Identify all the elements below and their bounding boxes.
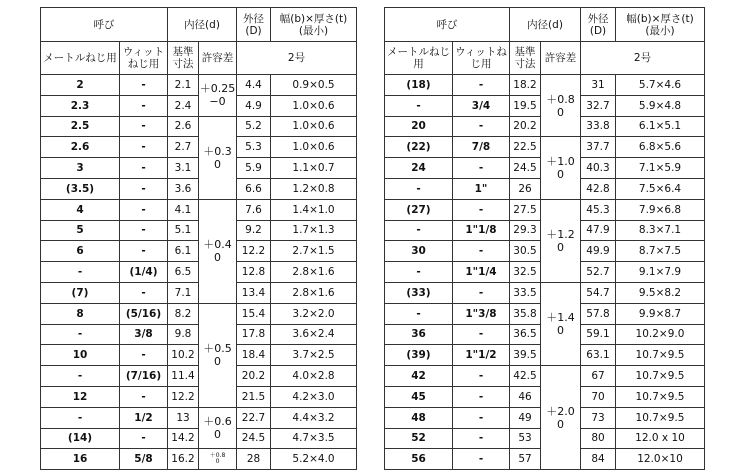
header-width-thickness-label: 幅(b)×厚さ(t) bbox=[279, 12, 348, 25]
metric-size-cell: 30 bbox=[385, 241, 453, 262]
width-thickness-cell: 3.6×2.4 bbox=[271, 324, 357, 345]
inner-diameter-cell: 2.1 bbox=[168, 75, 199, 96]
whitworth-size-cell: - bbox=[453, 324, 510, 345]
tolerance-lower: 0 bbox=[557, 324, 564, 338]
outer-diameter-cell: 67 bbox=[581, 366, 616, 387]
outer-diameter-cell: 12.2 bbox=[237, 241, 271, 262]
metric-size-cell: (27) bbox=[385, 199, 453, 220]
inner-diameter-cell: 49 bbox=[510, 407, 541, 428]
header-tolerance: 許容差 bbox=[541, 42, 581, 75]
table-row bbox=[41, 303, 357, 324]
width-thickness-cell: 4.0×2.8 bbox=[271, 366, 357, 387]
inner-diameter-cell: 4.1 bbox=[168, 199, 199, 220]
outer-diameter-cell: 24.5 bbox=[237, 428, 271, 449]
whitworth-size-cell: - bbox=[120, 345, 168, 366]
whitworth-size-cell: 1"1/2 bbox=[453, 345, 510, 366]
outer-diameter-cell: 6.6 bbox=[237, 178, 271, 199]
inner-diameter-cell: 2.7 bbox=[168, 137, 199, 158]
inner-diameter-cell: 16.2 bbox=[168, 449, 199, 470]
tolerance-cell bbox=[541, 282, 581, 365]
inner-diameter-cell: 27.5 bbox=[510, 199, 541, 220]
metric-size-cell: 2.3 bbox=[41, 95, 120, 116]
whitworth-size-cell: - bbox=[453, 282, 510, 303]
tolerance-upper: ＋1.2 bbox=[546, 227, 575, 241]
tolerance-upper: ＋0.8 bbox=[209, 452, 226, 460]
inner-diameter-cell: 3.6 bbox=[168, 178, 199, 199]
outer-diameter-cell: 5.9 bbox=[237, 158, 271, 179]
tolerance-cell bbox=[199, 303, 237, 407]
header-width-thickness-label: 幅(b)×厚さ(t) bbox=[626, 12, 694, 25]
whitworth-size-cell: - bbox=[120, 428, 168, 449]
metric-size-cell: (7) bbox=[41, 282, 120, 303]
whitworth-size-cell: - bbox=[120, 158, 168, 179]
outer-diameter-cell: 59.1 bbox=[581, 324, 616, 345]
tolerance-cell bbox=[199, 199, 237, 303]
metric-size-cell: - bbox=[41, 324, 120, 345]
tolerance-cell bbox=[199, 407, 237, 449]
width-thickness-cell: 0.9×0.5 bbox=[271, 75, 357, 96]
width-thickness-cell: 1.7×1.3 bbox=[271, 220, 357, 241]
outer-diameter-cell: 4.4 bbox=[237, 75, 271, 96]
width-thickness-cell: 3.7×2.5 bbox=[271, 345, 357, 366]
inner-diameter-cell: 20.2 bbox=[510, 116, 541, 137]
width-thickness-cell: 7.5×6.4 bbox=[616, 178, 705, 199]
header-nominal-size: 基準寸法 bbox=[168, 42, 199, 75]
outer-diameter-cell: 9.2 bbox=[237, 220, 271, 241]
whitworth-size-cell: - bbox=[453, 158, 510, 179]
whitworth-size-cell: - bbox=[453, 199, 510, 220]
metric-size-cell: 24 bbox=[385, 158, 453, 179]
tolerance-cell bbox=[199, 75, 237, 117]
tolerance-cell bbox=[199, 116, 237, 199]
outer-diameter-cell: 33.8 bbox=[581, 116, 616, 137]
metric-size-cell: 42 bbox=[385, 366, 453, 387]
outer-diameter-cell: 47.9 bbox=[581, 220, 616, 241]
outer-diameter-cell: 7.6 bbox=[237, 199, 271, 220]
metric-size-cell: 12 bbox=[41, 386, 120, 407]
outer-diameter-cell: 80 bbox=[581, 428, 616, 449]
outer-diameter-cell: 63.1 bbox=[581, 345, 616, 366]
tolerance-lower: 0 bbox=[215, 458, 220, 466]
whitworth-size-cell: - bbox=[120, 282, 168, 303]
outer-diameter-cell: 21.5 bbox=[237, 386, 271, 407]
right-washer-table bbox=[384, 7, 705, 470]
outer-diameter-cell: 37.7 bbox=[581, 137, 616, 158]
table-row bbox=[41, 449, 357, 470]
width-thickness-cell: 1.4×1.0 bbox=[271, 199, 357, 220]
metric-size-cell: (14) bbox=[41, 428, 120, 449]
header-metric-thread: メートルねじ用 bbox=[41, 42, 120, 75]
width-thickness-cell: 6.8×5.6 bbox=[616, 137, 705, 158]
header-nominal-size: 基準寸法 bbox=[510, 42, 541, 75]
metric-size-cell: - bbox=[385, 95, 453, 116]
outer-diameter-cell: 52.7 bbox=[581, 262, 616, 283]
width-thickness-cell: 1.0×0.6 bbox=[271, 137, 357, 158]
tolerance-lower: −0 bbox=[209, 95, 226, 109]
width-thickness-cell: 10.7×9.5 bbox=[616, 366, 705, 387]
whitworth-size-cell: 1" bbox=[453, 178, 510, 199]
inner-diameter-cell: 6.1 bbox=[168, 241, 199, 262]
width-thickness-cell: 4.4×3.2 bbox=[271, 407, 357, 428]
table-row bbox=[385, 199, 705, 220]
tolerance-cell bbox=[541, 75, 581, 137]
header-width-thickness bbox=[616, 8, 705, 42]
tolerance-upper: ＋0.4 bbox=[203, 238, 232, 252]
header-size-no2: 2号 bbox=[581, 42, 705, 75]
width-thickness-cell: 9.1×7.9 bbox=[616, 262, 705, 283]
inner-diameter-cell: 42.5 bbox=[510, 366, 541, 387]
inner-diameter-cell: 14.2 bbox=[168, 428, 199, 449]
metric-size-cell: 6 bbox=[41, 241, 120, 262]
outer-diameter-cell: 4.9 bbox=[237, 95, 271, 116]
width-thickness-cell: 1.0×0.6 bbox=[271, 95, 357, 116]
inner-diameter-cell: 11.4 bbox=[168, 366, 199, 387]
whitworth-size-cell: 1"3/8 bbox=[453, 303, 510, 324]
whitworth-size-cell: - bbox=[453, 75, 510, 96]
inner-diameter-cell: 26 bbox=[510, 178, 541, 199]
outer-diameter-cell: 49.9 bbox=[581, 241, 616, 262]
metric-size-cell: 3 bbox=[41, 158, 120, 179]
width-thickness-cell: 1.1×0.7 bbox=[271, 158, 357, 179]
outer-diameter-cell: 31 bbox=[581, 75, 616, 96]
outer-diameter-cell: 45.3 bbox=[581, 199, 616, 220]
whitworth-size-cell: 5/8 bbox=[120, 449, 168, 470]
outer-diameter-cell: 13.4 bbox=[237, 282, 271, 303]
metric-size-cell: 45 bbox=[385, 386, 453, 407]
inner-diameter-cell: 32.5 bbox=[510, 262, 541, 283]
outer-diameter-cell: 57.8 bbox=[581, 303, 616, 324]
width-thickness-cell: 9.9×8.7 bbox=[616, 303, 705, 324]
tolerance-upper: ＋2.0 bbox=[546, 404, 575, 418]
outer-diameter-cell: 12.8 bbox=[237, 262, 271, 283]
inner-diameter-cell: 18.2 bbox=[510, 75, 541, 96]
inner-diameter-cell: 3.1 bbox=[168, 158, 199, 179]
tolerance-lower: 0 bbox=[214, 157, 221, 171]
header-width-thickness bbox=[271, 8, 357, 42]
outer-diameter-cell: 73 bbox=[581, 407, 616, 428]
inner-diameter-cell: 29.3 bbox=[510, 220, 541, 241]
inner-diameter-cell: 13 bbox=[168, 407, 199, 428]
whitworth-size-cell: - bbox=[453, 407, 510, 428]
tolerance-lower: 0 bbox=[557, 240, 564, 254]
metric-size-cell: 2.6 bbox=[41, 137, 120, 158]
width-thickness-cell: 2.8×1.6 bbox=[271, 282, 357, 303]
metric-size-cell: 2 bbox=[41, 75, 120, 96]
metric-size-cell: 10 bbox=[41, 345, 120, 366]
tolerance-lower: 0 bbox=[214, 428, 221, 442]
inner-diameter-cell: 10.2 bbox=[168, 345, 199, 366]
inner-diameter-cell: 5.1 bbox=[168, 220, 199, 241]
metric-size-cell: 36 bbox=[385, 324, 453, 345]
outer-diameter-cell: 5.2 bbox=[237, 116, 271, 137]
table-row bbox=[41, 199, 357, 220]
width-thickness-cell: 5.9×4.8 bbox=[616, 95, 705, 116]
width-thickness-cell: 10.7×9.5 bbox=[616, 386, 705, 407]
metric-size-cell: (33) bbox=[385, 282, 453, 303]
tolerance-cell bbox=[541, 137, 581, 199]
whitworth-size-cell: - bbox=[120, 116, 168, 137]
metric-size-cell: (22) bbox=[385, 137, 453, 158]
metric-size-cell: - bbox=[385, 262, 453, 283]
inner-diameter-cell: 30.5 bbox=[510, 241, 541, 262]
metric-size-cell: 56 bbox=[385, 449, 453, 470]
whitworth-size-cell: - bbox=[120, 220, 168, 241]
outer-diameter-cell: 84 bbox=[581, 449, 616, 470]
header-tolerance: 許容差 bbox=[199, 42, 237, 75]
inner-diameter-cell: 36.5 bbox=[510, 324, 541, 345]
metric-size-cell: 16 bbox=[41, 449, 120, 470]
width-thickness-cell: 5.7×4.6 bbox=[616, 75, 705, 96]
outer-diameter-cell: 15.4 bbox=[237, 303, 271, 324]
tolerance-cell bbox=[541, 199, 581, 282]
metric-size-cell: 48 bbox=[385, 407, 453, 428]
width-thickness-cell: 8.7×7.5 bbox=[616, 241, 705, 262]
metric-size-cell: - bbox=[41, 262, 120, 283]
width-thickness-cell: 3.2×2.0 bbox=[271, 303, 357, 324]
whitworth-size-cell: (1/4) bbox=[120, 262, 168, 283]
width-thickness-cell: 12.0×10 bbox=[616, 449, 705, 470]
tolerance-lower: 0 bbox=[557, 417, 564, 431]
left-table bbox=[40, 7, 357, 470]
metric-size-cell: 20 bbox=[385, 116, 453, 137]
width-thickness-cell: 10.7×9.5 bbox=[616, 345, 705, 366]
width-thickness-cell: 12.0 x 10 bbox=[616, 428, 705, 449]
whitworth-size-cell: - bbox=[120, 241, 168, 262]
inner-diameter-cell: 9.8 bbox=[168, 324, 199, 345]
width-thickness-cell: 4.7×3.5 bbox=[271, 428, 357, 449]
table-row bbox=[385, 366, 705, 387]
inner-diameter-cell: 2.4 bbox=[168, 95, 199, 116]
outer-diameter-cell: 5.3 bbox=[237, 137, 271, 158]
whitworth-size-cell: - bbox=[453, 386, 510, 407]
table-row bbox=[41, 75, 357, 96]
outer-diameter-cell: 70 bbox=[581, 386, 616, 407]
inner-diameter-cell: 57 bbox=[510, 449, 541, 470]
inner-diameter-cell: 22.5 bbox=[510, 137, 541, 158]
whitworth-size-cell: - bbox=[453, 116, 510, 137]
metric-size-cell: 52 bbox=[385, 428, 453, 449]
outer-diameter-cell: 42.8 bbox=[581, 178, 616, 199]
header-yobi: 呼び bbox=[385, 8, 510, 42]
whitworth-size-cell: 7/8 bbox=[453, 137, 510, 158]
outer-diameter-cell: 28 bbox=[237, 449, 271, 470]
tolerance-lower: 0 bbox=[557, 105, 564, 119]
header-inner-diameter: 内径(d) bbox=[510, 8, 581, 42]
inner-diameter-cell: 2.6 bbox=[168, 116, 199, 137]
tolerance-lower: 0 bbox=[214, 251, 221, 265]
inner-diameter-cell: 35.8 bbox=[510, 303, 541, 324]
whitworth-size-cell: - bbox=[120, 95, 168, 116]
whitworth-size-cell: 1"1/8 bbox=[453, 220, 510, 241]
whitworth-size-cell: - bbox=[453, 428, 510, 449]
metric-size-cell: (39) bbox=[385, 345, 453, 366]
whitworth-size-cell: - bbox=[120, 75, 168, 96]
outer-diameter-cell: 54.7 bbox=[581, 282, 616, 303]
tolerance-cell bbox=[541, 366, 581, 470]
table-row bbox=[41, 116, 357, 137]
table-row bbox=[41, 407, 357, 428]
width-thickness-cell: 1.0×0.6 bbox=[271, 116, 357, 137]
whitworth-size-cell: 1/2 bbox=[120, 407, 168, 428]
metric-size-cell: 4 bbox=[41, 199, 120, 220]
tolerance-upper: ＋1.0 bbox=[546, 155, 575, 169]
tolerance-lower: 0 bbox=[214, 355, 221, 369]
metric-size-cell: 8 bbox=[41, 303, 120, 324]
inner-diameter-cell: 7.1 bbox=[168, 282, 199, 303]
width-thickness-cell: 7.9×6.8 bbox=[616, 199, 705, 220]
metric-size-cell: 2.5 bbox=[41, 116, 120, 137]
inner-diameter-cell: 8.2 bbox=[168, 303, 199, 324]
tolerance-lower: 0 bbox=[557, 168, 564, 182]
width-thickness-cell: 10.2×9.0 bbox=[616, 324, 705, 345]
metric-size-cell: - bbox=[385, 303, 453, 324]
whitworth-size-cell: 3/4 bbox=[453, 95, 510, 116]
outer-diameter-cell: 17.8 bbox=[237, 324, 271, 345]
tolerance-upper: ＋0.6 bbox=[203, 415, 232, 429]
outer-diameter-cell: 32.7 bbox=[581, 95, 616, 116]
inner-diameter-cell: 19.5 bbox=[510, 95, 541, 116]
inner-diameter-cell: 53 bbox=[510, 428, 541, 449]
width-thickness-cell: 5.2×4.0 bbox=[271, 449, 357, 470]
metric-size-cell: - bbox=[385, 220, 453, 241]
table-row bbox=[385, 282, 705, 303]
whitworth-size-cell: - bbox=[120, 137, 168, 158]
inner-diameter-cell: 33.5 bbox=[510, 282, 541, 303]
metric-size-cell: (3.5) bbox=[41, 178, 120, 199]
metric-size-cell: - bbox=[41, 366, 120, 387]
tolerance-upper: ＋0.3 bbox=[203, 144, 232, 158]
metric-size-cell: - bbox=[41, 407, 120, 428]
whitworth-size-cell: (5/16) bbox=[120, 303, 168, 324]
width-thickness-cell: 2.7×1.5 bbox=[271, 241, 357, 262]
metric-size-cell: (18) bbox=[385, 75, 453, 96]
outer-diameter-cell: 40.3 bbox=[581, 158, 616, 179]
whitworth-size-cell: (7/16) bbox=[120, 366, 168, 387]
inner-diameter-cell: 12.2 bbox=[168, 386, 199, 407]
header-whitworth-thread: ウィットねじ用 bbox=[120, 42, 168, 75]
tolerance-cell bbox=[199, 449, 237, 470]
tolerance-upper: ＋1.4 bbox=[546, 311, 575, 325]
width-thickness-cell: 9.5×8.2 bbox=[616, 282, 705, 303]
whitworth-size-cell: - bbox=[453, 449, 510, 470]
whitworth-size-cell: 3/8 bbox=[120, 324, 168, 345]
header-metric-thread: メートルねじ用 bbox=[385, 42, 453, 75]
whitworth-size-cell: - bbox=[453, 241, 510, 262]
outer-diameter-cell: 18.4 bbox=[237, 345, 271, 366]
width-thickness-cell: 7.1×5.9 bbox=[616, 158, 705, 179]
left-washer-table bbox=[40, 7, 357, 470]
inner-diameter-cell: 39.5 bbox=[510, 345, 541, 366]
whitworth-size-cell: - bbox=[120, 199, 168, 220]
inner-diameter-cell: 24.5 bbox=[510, 158, 541, 179]
inner-diameter-cell: 6.5 bbox=[168, 262, 199, 283]
whitworth-size-cell: 1"1/4 bbox=[453, 262, 510, 283]
width-thickness-cell: 10.7×9.5 bbox=[616, 407, 705, 428]
header-outer-diameter: 外径(D) bbox=[581, 8, 616, 42]
whitworth-size-cell: - bbox=[120, 386, 168, 407]
table-row bbox=[385, 137, 705, 158]
header-width-thickness-sub: (最小) bbox=[645, 24, 675, 37]
table-row bbox=[385, 75, 705, 96]
header-whitworth-thread: ウィットねじ用 bbox=[453, 42, 510, 75]
width-thickness-cell: 1.2×0.8 bbox=[271, 178, 357, 199]
header-outer-diameter: 外径(D) bbox=[237, 8, 271, 42]
whitworth-size-cell: - bbox=[453, 366, 510, 387]
header-size-no2: 2号 bbox=[237, 42, 357, 75]
width-thickness-cell: 8.3×7.1 bbox=[616, 220, 705, 241]
width-thickness-cell: 2.8×1.6 bbox=[271, 262, 357, 283]
width-thickness-cell: 6.1×5.1 bbox=[616, 116, 705, 137]
metric-size-cell: - bbox=[385, 178, 453, 199]
tolerance-upper: ＋0.5 bbox=[203, 342, 232, 356]
header-width-thickness-sub: (最小) bbox=[298, 24, 329, 37]
header-yobi: 呼び bbox=[41, 8, 168, 42]
outer-diameter-cell: 20.2 bbox=[237, 366, 271, 387]
tolerance-upper: ＋0.25 bbox=[199, 82, 236, 96]
tolerance-upper: ＋0.8 bbox=[546, 92, 575, 106]
outer-diameter-cell: 22.7 bbox=[237, 407, 271, 428]
whitworth-size-cell: - bbox=[120, 178, 168, 199]
metric-size-cell: 5 bbox=[41, 220, 120, 241]
right-table bbox=[384, 7, 705, 470]
width-thickness-cell: 4.2×3.0 bbox=[271, 386, 357, 407]
header-inner-diameter: 内径(d) bbox=[168, 8, 237, 42]
inner-diameter-cell: 46 bbox=[510, 386, 541, 407]
